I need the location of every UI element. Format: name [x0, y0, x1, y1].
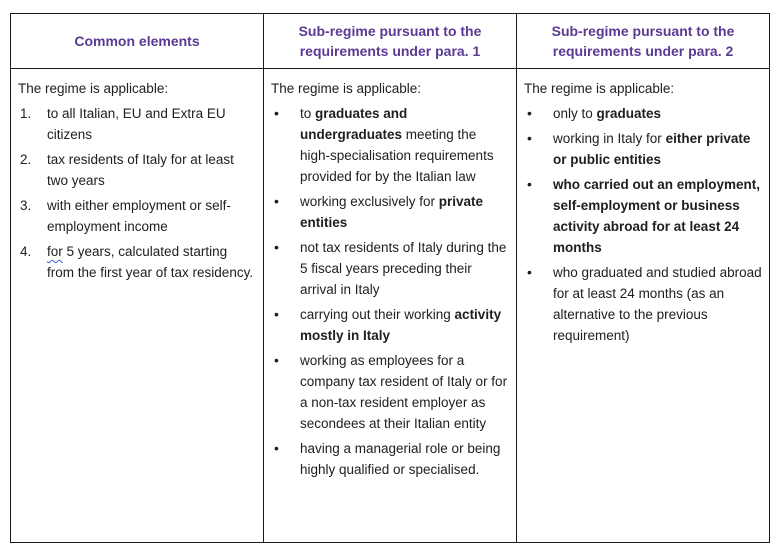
cell-common-elements	[11, 69, 264, 543]
column-header-label: Sub-regime pursuant to the requirements under para. 1	[298, 23, 482, 59]
column-header-sub-regime-para-2	[517, 14, 770, 69]
cell-sub-regime-para-1	[263, 69, 516, 543]
sub-regime-para-1-list	[271, 103, 510, 480]
column-header-label: Sub-regime pursuant to the requirements under para. 2	[551, 23, 735, 59]
list-item: for 5 years, calculated starting from the first year of tax residency.	[47, 244, 254, 280]
cell-intro-text: The regime is applicable:	[524, 81, 675, 96]
cell-intro-text: The regime is applicable:	[18, 81, 169, 96]
list-item: to all Italian, EU and Extra EU citizens	[47, 106, 226, 142]
column-header-sub-regime-para-1	[263, 14, 516, 69]
header-row	[11, 14, 770, 69]
list-item: • working in Italy for either private or public entities	[524, 128, 763, 170]
list-item: • working as employees for a company tax resident of Italy or for a non-tax resident employer as secondees at their Italian entity	[271, 350, 510, 434]
list-item: • having a managerial role or being highly qualified or specialised.	[271, 438, 510, 480]
column-header-label: Common elements	[74, 33, 200, 49]
regime-comparison-table-wrap	[10, 13, 770, 543]
list-item: with either employment or self-employment income	[47, 198, 231, 234]
common-elements-list	[18, 103, 257, 283]
list-item: • who graduated and studied abroad for at least 24 months (as an alternative to the previous requirement)	[524, 262, 763, 346]
list-item: tax residents of Italy for at least two years	[47, 152, 234, 188]
cell-sub-regime-para-2	[517, 69, 770, 543]
body-row	[11, 69, 770, 543]
cell-intro-text: The regime is applicable:	[270, 81, 422, 96]
regime-comparison-table	[10, 13, 770, 543]
list-item: • only to graduates	[524, 103, 763, 124]
list-item: • not tax residents of Italy during the 5 fiscal years preceding their arrival in Italy	[271, 237, 510, 300]
column-header-common-elements	[11, 14, 264, 69]
list-item: • to graduates and undergraduates meeting the high-specialisation requirements provided for by the Italian law	[271, 103, 510, 187]
list-item: • working exclusively for private entities	[271, 191, 510, 233]
sub-regime-para-2-list	[524, 103, 763, 346]
list-item: • carrying out their working activity mostly in Italy	[271, 304, 510, 346]
list-item: • who carried out an employment, self-employment or business activity abroad for at least 24 months	[524, 174, 763, 258]
